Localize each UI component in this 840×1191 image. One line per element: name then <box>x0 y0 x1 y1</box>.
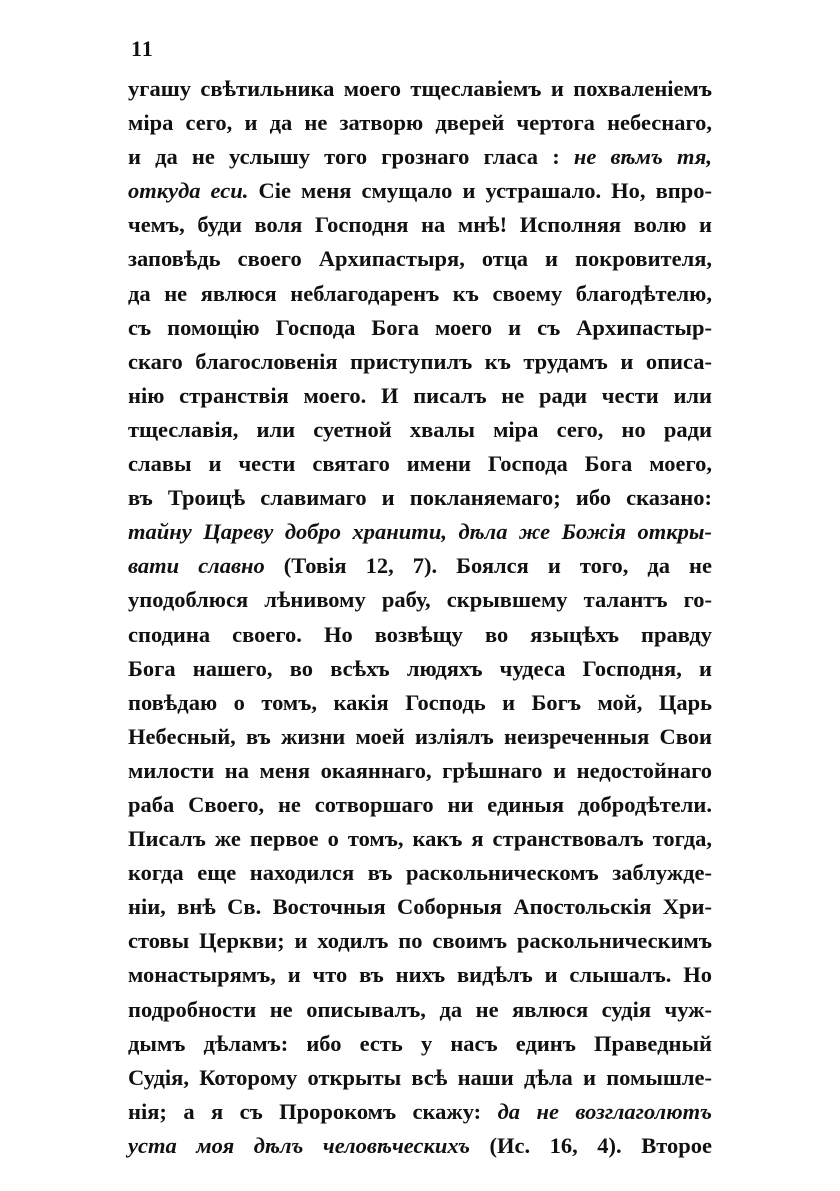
text-run: уподоблюся лѣнивому рабу, скрывшему талантъ го- <box>128 587 712 613</box>
page-number: 11 <box>131 36 154 61</box>
text-line <box>128 447 712 481</box>
text-line <box>128 277 712 311</box>
text-line <box>128 345 712 379</box>
text-run: (Ис. 16, 4). Второе <box>469 1132 712 1158</box>
text-line <box>128 1095 712 1129</box>
text-line <box>128 856 712 890</box>
text-run: Сіе меня смущало и устрашало. Но, впро- <box>248 178 712 204</box>
text-line <box>128 652 712 686</box>
text-line <box>128 208 712 242</box>
text-run: раба Своего, не сотворшаго ни единыя добродѣтели. <box>128 791 712 817</box>
text-line <box>128 993 712 1027</box>
text-run: съ помощію Господа Бога моего и съ Архипастыр- <box>128 314 712 340</box>
text-run: монастырямъ, и что въ нихъ видѣлъ и слышалъ. Но <box>128 962 712 988</box>
text-line <box>128 413 712 447</box>
text-run: славы и чести святаго имени Господа Бога моего, <box>128 451 712 477</box>
text-run: милости на меня окаяннаго, грѣшнаго и недостойнаго <box>128 757 712 783</box>
text-line <box>128 1129 712 1163</box>
text-run: Судія, Которому открыты всѣ наши дѣла и помышле- <box>128 1064 712 1090</box>
text-line <box>128 1027 712 1061</box>
text-run: (Товія 12, 7). Боялся и того, да не <box>264 553 713 579</box>
text-run: чемъ, буди воля Господня на мнѣ! Исполняя волю и <box>128 212 712 238</box>
italic-text: да не возглаголютъ <box>497 1098 712 1124</box>
text-line <box>128 822 712 856</box>
italic-text: не вѣмъ тя, <box>573 144 712 170</box>
text-line <box>128 515 712 549</box>
text-line <box>128 311 712 345</box>
text-run: Небесный, въ жизни моей изліялъ неизреченныя Свои <box>128 723 712 749</box>
italic-text: тайну Цареву добро хранити, дѣла же Божія откры- <box>128 519 712 545</box>
text-run: Писалъ же первое о томъ, какъ я странствовалъ тогда, <box>128 826 712 852</box>
text-line <box>128 583 712 617</box>
text-line <box>128 1061 712 1095</box>
text-run: нію странствія моего. И писалъ не ради чести или <box>128 382 712 408</box>
text-line <box>128 481 712 515</box>
text-line <box>128 788 712 822</box>
text-line <box>128 958 712 992</box>
text-line <box>128 242 712 276</box>
text-line <box>128 686 712 720</box>
text-run: заповѣдь своего Архипастыря, отца и покровителя, <box>128 246 712 272</box>
text-line <box>128 720 712 754</box>
text-line <box>128 174 712 208</box>
italic-text: уста моя дѣлъ человѣческихъ <box>128 1132 470 1158</box>
text-run: ніи, внѣ Св. Восточныя Соборныя Апостольскія Хри- <box>128 894 712 920</box>
text-run: дымъ дѣламъ: ибо есть у насъ единъ Праведный <box>128 1030 712 1056</box>
italic-text: вати славно <box>128 553 265 579</box>
text-run: тщеславія, или суетной хвалы міра сего, но ради <box>128 416 712 442</box>
text-run: подробности не описывалъ, да не явлюся судія чуж- <box>128 996 712 1022</box>
text-run: и да не услышу того грознаго гласа : <box>128 144 574 170</box>
text-run: угашу свѣтильника моего тщеславіемъ и похваленіемъ <box>128 76 712 101</box>
text-run: повѣдаю о томъ, какія Господь и Богъ мой, Царь <box>128 689 712 715</box>
text-line <box>128 890 712 924</box>
text-line <box>128 106 712 140</box>
text-line <box>128 754 712 788</box>
text-line <box>128 140 712 174</box>
text-run: нія; а я съ Пророкомъ скажу: <box>128 1098 498 1124</box>
text-line <box>128 72 712 106</box>
text-line <box>128 549 712 583</box>
text-line <box>128 379 712 413</box>
text-run: да не явлюся неблагодаренъ къ своему благодѣтелю, <box>128 280 712 306</box>
text-line <box>128 924 712 958</box>
text-run: Бога нашего, во всѣхъ людяхъ чудеса Господня, и <box>128 655 712 681</box>
body-text <box>128 72 712 1163</box>
text-run: міра сего, и да не затворю дверей чертога небеснаго, <box>128 110 712 136</box>
text-run: когда еще находился въ раскольническомъ заблужде- <box>128 860 712 886</box>
italic-text: откуда еси. <box>128 178 249 204</box>
text-line <box>128 618 712 652</box>
text-run: въ Троицѣ славимаго и покланяемаго; ибо сказано: <box>128 485 712 511</box>
text-run: сподина своего. Но возвѣщу во языцѣхъ правду <box>128 621 712 647</box>
text-run: стовы Церкви; и ходилъ по своимъ раскольническимъ <box>128 928 712 954</box>
text-run: скаго благословенія приступилъ къ трудамъ и описа- <box>128 348 712 374</box>
